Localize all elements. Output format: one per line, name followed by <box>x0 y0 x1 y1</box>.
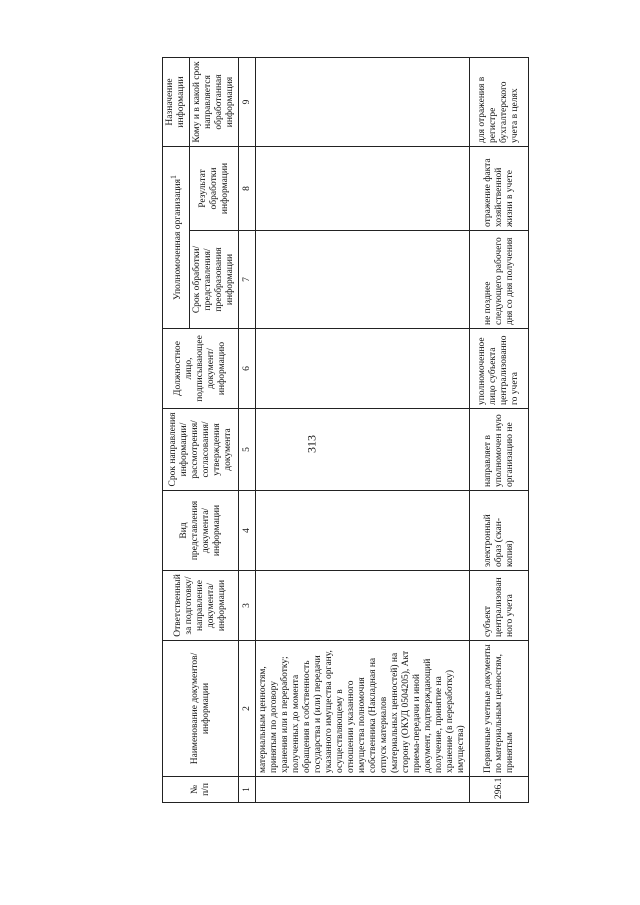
header-row-1 <box>163 58 190 803</box>
header-col-9: Кому и в какой срок направляется обработанная информация <box>190 58 239 147</box>
cell-document-name: материальным ценностям, принятым по договору хранения или в переработку; полученных до момента обращения в собственность государства и (или) передачи указанного имущества органу, осуществляющему в отношении указанного имущества полномочия собственника (Накладная на отпуск материалов (материальных ценностей) на сторону (ОКУД 0504205), Акт приема-передачи и иной документ, подтверждающий получение, принятие на хранение (в переработку) имущества) <box>256 641 470 777</box>
col-number: 2 <box>239 641 256 777</box>
cell-deadline <box>256 409 470 491</box>
header-col-6: Должностное лицо, подписывающее документ/ информацию <box>163 329 239 409</box>
page-number: 313 <box>304 435 319 453</box>
header-col-8: Результат обработки информации <box>190 147 239 231</box>
col-number: 7 <box>239 231 256 329</box>
col-number: 6 <box>239 329 256 409</box>
column-numbers-row <box>239 58 256 803</box>
cell-signatory <box>256 329 470 409</box>
cell-signatory: уполномоченное лицо субъекта централизованно го учета <box>470 329 529 409</box>
document-table <box>162 57 529 803</box>
col-number: 4 <box>239 491 256 571</box>
cell-recipient: для отражения в регистре бухгалтерского учета в целях <box>470 58 529 147</box>
col-number: 9 <box>239 58 256 147</box>
table-row-continuation <box>256 58 470 803</box>
col-number: 5 <box>239 409 256 491</box>
cell-format: электронный образ (скан-копия) <box>470 491 529 571</box>
cell-processing-term <box>256 231 470 329</box>
header-group-purpose: Назначение информации <box>163 58 190 147</box>
header-col-7: Срок обработки/ представления/ преобразования информации <box>190 231 239 329</box>
cell-processing-result: отражение факта хозяйственной жизни в учете <box>470 147 529 231</box>
cell-responsible: субъект централизован ного учета <box>470 571 529 641</box>
header-col-1: № п/п <box>163 777 239 803</box>
table-row-296-1 <box>470 58 529 803</box>
header-col-3: Ответственный за подготовку/ направление документа/ информации <box>163 571 239 641</box>
cell-deadline: направляет в уполномочен ную организацию не <box>470 409 529 491</box>
cell-format <box>256 491 470 571</box>
footnote-marker: 1 <box>168 175 178 180</box>
header-group-authorized-org <box>163 147 190 329</box>
cell-responsible <box>256 571 470 641</box>
col-number: 3 <box>239 571 256 641</box>
rotated-table-wrapper <box>162 58 520 803</box>
cell-number: 296.1 <box>470 777 529 803</box>
cell-processing-result <box>256 147 470 231</box>
col-number: 1 <box>239 777 256 803</box>
cell-number <box>256 777 470 803</box>
header-group-authorized-org-label: Уполномоченная организация <box>173 179 184 300</box>
cell-document-name: Первичные учетные документы по материальным ценностям, принятым <box>470 641 529 777</box>
header-col-5: Срок направления информации/ рассмотрения/ согласования/ утверждения документа <box>163 409 239 491</box>
cell-recipient <box>256 58 470 147</box>
col-number: 8 <box>239 147 256 231</box>
header-col-4: Вид представления документа/ информации <box>163 491 239 571</box>
header-col-2: Наименование документов/ информации <box>163 641 239 777</box>
cell-processing-term: не позднее следующего рабочего дня со дня получения <box>470 231 529 329</box>
